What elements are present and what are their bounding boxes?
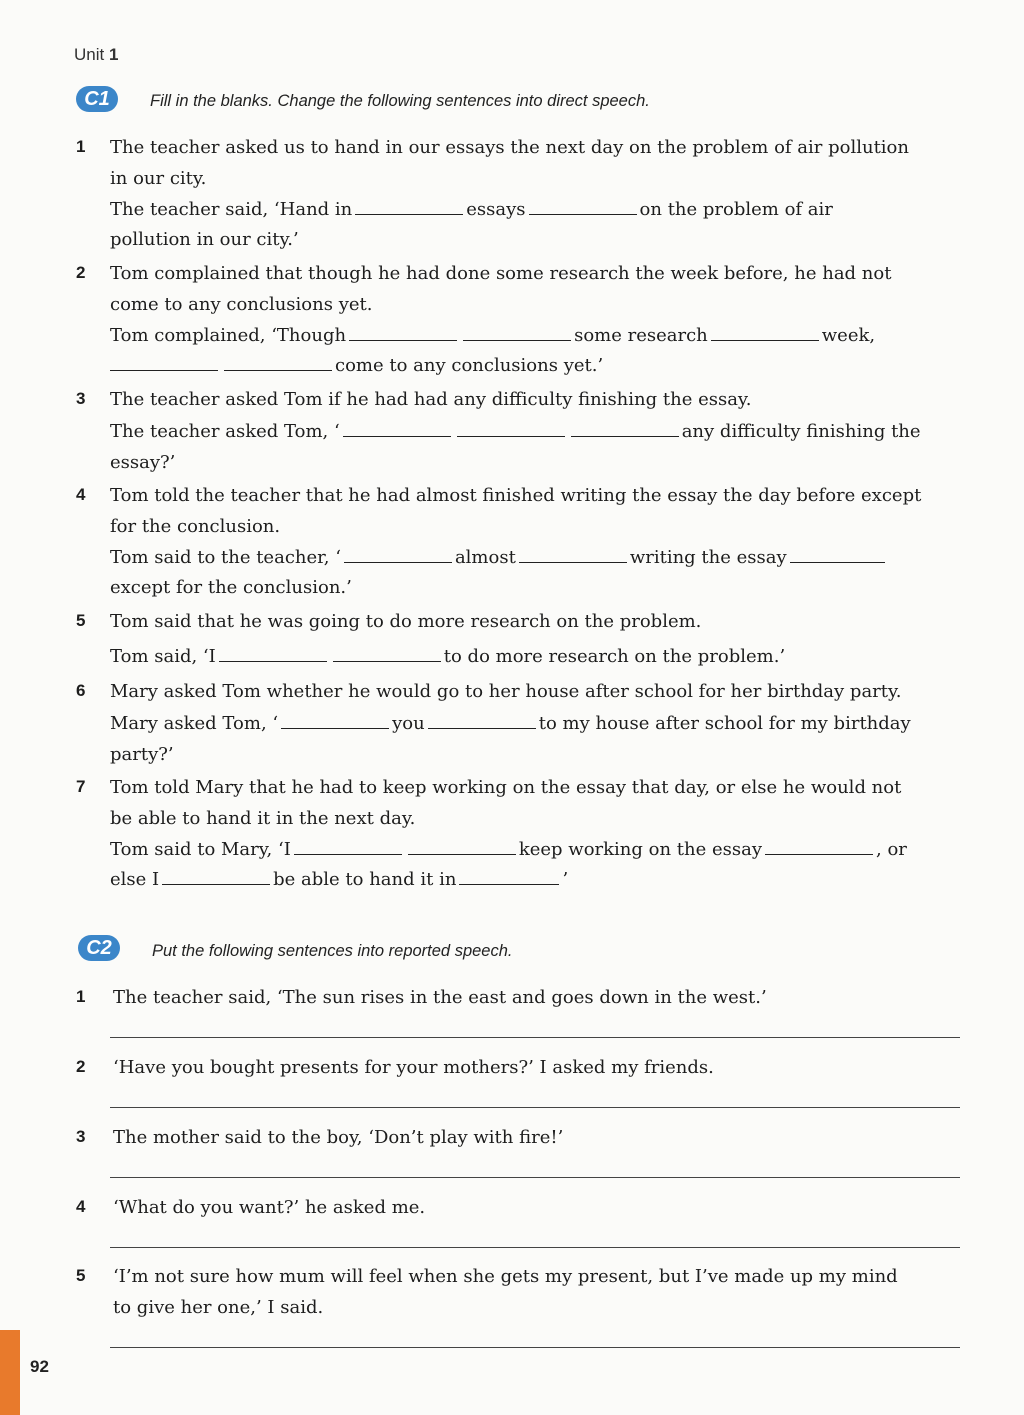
blank-field[interactable]: [281, 714, 389, 729]
item-text: be able to hand it in the next day.: [110, 808, 416, 829]
item-text: come to any conclusions yet.: [110, 294, 373, 315]
item-number: 2: [76, 1057, 86, 1076]
item-number: 4: [76, 485, 86, 504]
blank-field[interactable]: [333, 647, 441, 662]
blank-field[interactable]: [459, 870, 559, 885]
blank-field[interactable]: [294, 840, 402, 855]
item-text: The teacher asked Tom if he had had any difficulty finishing the essay.: [110, 389, 752, 410]
item-text: Tom said that he was going to do more research on the problem.: [110, 611, 702, 632]
item-answer-line: Tom said to the teacher, ‘ almost writing the essay: [110, 547, 888, 568]
section-c2-badge: C2: [78, 935, 120, 961]
blank-field[interactable]: [571, 422, 679, 437]
item-text: The mother said to the boy, ‘Don’t play with fire!’: [113, 1127, 564, 1148]
item-number: 5: [76, 611, 86, 630]
item-text: except for the conclusion.’: [110, 577, 352, 598]
page-number: 92: [30, 1357, 49, 1376]
item-text: ‘I’m not sure how mum will feel when she gets my present, but I’ve made up my mind: [113, 1266, 898, 1287]
item-number: 1: [76, 137, 86, 156]
unit-label: Unit: [74, 45, 105, 64]
item-text: Tom told Mary that he had to keep working on the essay that day, or else he would not: [110, 777, 902, 798]
unit-heading: [74, 45, 118, 65]
item-text: The teacher said, ‘The sun rises in the east and goes down in the west.’: [113, 987, 767, 1008]
blank-field[interactable]: [162, 870, 270, 885]
item-answer-line: come to any conclusions yet.’: [110, 355, 603, 376]
answer-line[interactable]: [110, 1347, 960, 1348]
answer-line[interactable]: [110, 1177, 960, 1178]
blank-field[interactable]: [344, 548, 452, 563]
item-answer-line: Tom said, ‘I to do more research on the problem.’: [110, 646, 786, 667]
blank-field[interactable]: [519, 548, 627, 563]
blank-field[interactable]: [463, 326, 571, 341]
blank-field[interactable]: [529, 200, 637, 215]
answer-line[interactable]: [110, 1037, 960, 1038]
blank-field[interactable]: [428, 714, 536, 729]
item-text: ‘Have you bought presents for your mothers?’ I asked my friends.: [113, 1057, 714, 1078]
item-answer-line: The teacher said, ‘Hand in essays on the problem of air: [110, 199, 833, 220]
item-number: 1: [76, 987, 86, 1006]
unit-number: 1: [108, 45, 119, 64]
item-number: 7: [76, 777, 86, 796]
section-c2-instruction: Put the following sentences into reported speech.: [152, 942, 513, 960]
page-edge-tab: [0, 1330, 20, 1415]
blank-field[interactable]: [711, 326, 819, 341]
item-text: party?’: [110, 744, 174, 765]
item-text: Tom complained that though he had done some research the week before, he had not: [110, 263, 892, 284]
item-text: Mary asked Tom whether he would go to her house after school for her birthday party.: [110, 681, 902, 702]
item-number: 3: [76, 1127, 86, 1146]
item-text: for the conclusion.: [110, 516, 281, 537]
item-answer-line: else I be able to hand it in ’: [110, 869, 569, 890]
blank-field[interactable]: [790, 548, 885, 563]
blank-field[interactable]: [457, 422, 565, 437]
item-answer-line: Tom said to Mary, ‘I keep working on the essay , or: [110, 839, 907, 860]
blank-field[interactable]: [219, 647, 327, 662]
item-answer-line: The teacher asked Tom, ‘ any difficulty finishing the: [110, 421, 921, 442]
item-number: 4: [76, 1197, 86, 1216]
item-text: in our city.: [110, 168, 207, 189]
item-number: 5: [76, 1266, 86, 1285]
item-answer-line: Tom complained, ‘Though some research week,: [110, 325, 876, 346]
blank-field[interactable]: [343, 422, 451, 437]
blank-field[interactable]: [224, 356, 332, 371]
item-text: to give her one,’ I said.: [113, 1297, 324, 1318]
item-number: 6: [76, 681, 86, 700]
answer-line[interactable]: [110, 1107, 960, 1108]
blank-field[interactable]: [110, 356, 218, 371]
item-text: Tom told the teacher that he had almost finished writing the essay the day before except: [110, 485, 922, 506]
section-c1-instruction: Fill in the blanks. Change the following sentences into direct speech.: [150, 92, 650, 110]
item-number: 3: [76, 389, 86, 408]
item-number: 2: [76, 263, 86, 282]
item-text: The teacher asked us to hand in our essays the next day on the problem of air pollution: [110, 137, 909, 158]
item-text: essay?’: [110, 452, 176, 473]
blank-field[interactable]: [765, 840, 873, 855]
blank-field[interactable]: [349, 326, 457, 341]
item-answer-line: Mary asked Tom, ‘ you to my house after school for my birthday: [110, 713, 911, 734]
item-text: pollution in our city.’: [110, 229, 299, 250]
item-text: ‘What do you want?’ he asked me.: [113, 1197, 426, 1218]
blank-field[interactable]: [408, 840, 516, 855]
blank-field[interactable]: [355, 200, 463, 215]
section-c1-badge: C1: [76, 86, 118, 112]
answer-line[interactable]: [110, 1247, 960, 1248]
